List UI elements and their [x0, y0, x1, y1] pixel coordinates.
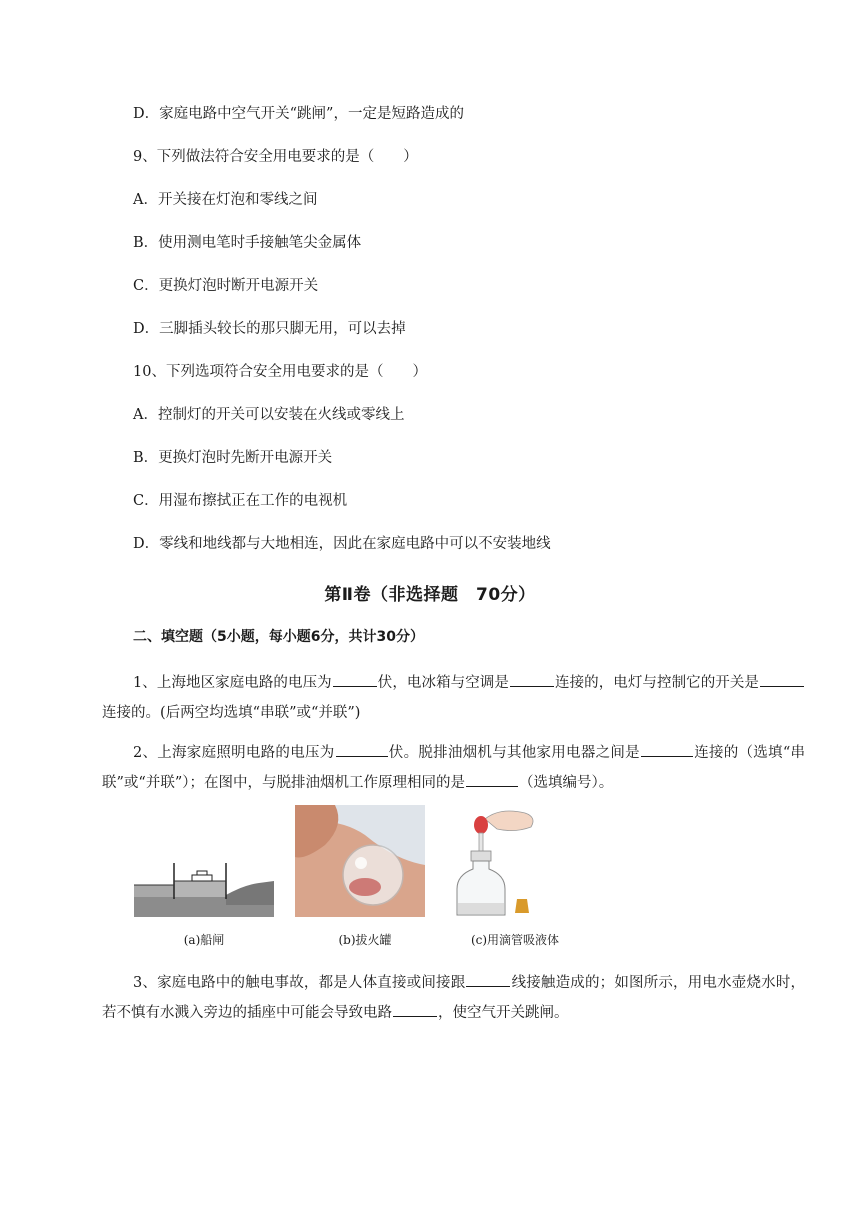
- cupping-illustration: [295, 805, 425, 917]
- section-subtitle: 二、填空题（5小题，每小题6分，共计30分）: [133, 629, 424, 645]
- answer-blank[interactable]: [760, 670, 804, 687]
- fill1-text-2: 伏，电冰箱与空调是: [377, 675, 509, 691]
- q10-stem: 10、下列选项符合安全用电要求的是（ ）: [133, 364, 427, 380]
- q10-option-b: B．更换灯泡时先断开电源开关: [133, 450, 333, 466]
- fill3-text-1: 3、家庭电路中的触电事故，都是人体直接或间接跟: [133, 975, 466, 991]
- fill-question-3: [102, 968, 805, 1028]
- q10-option-a: A．控制灯的开关可以安装在火线或零线上: [133, 407, 405, 423]
- figure-caption-c: (c)用滴管吸液体: [470, 933, 560, 947]
- answer-blank[interactable]: [466, 770, 518, 787]
- fill3-text-2: 线接触造成的；如图所示，用电水壶烧水时，若不慎有水溅入旁边的插座中可能会导致电路: [102, 975, 806, 1021]
- answer-blank[interactable]: [641, 740, 693, 757]
- answer-blank[interactable]: [333, 670, 377, 687]
- q9-stem: 9、下列做法符合安全用电要求的是（ ）: [133, 149, 418, 165]
- q10-option-d: D．零线和地线都与大地相连，因此在家庭电路中可以不安装地线: [133, 536, 551, 552]
- dropper-illustration: [445, 805, 555, 921]
- figure-dropper: [445, 805, 585, 947]
- fill1-text-4: 连接的。(后两空均选填“串联”或“并联”): [102, 705, 361, 721]
- answer-blank[interactable]: [393, 1000, 437, 1017]
- fill-question-2: [102, 738, 805, 798]
- fill2-text-4: （选填编号）。: [519, 775, 614, 791]
- q10-option-c: C．用湿布擦拭正在工作的电视机: [133, 493, 348, 509]
- q9-option-b: B．使用测电笔时手接触笔尖金属体: [133, 235, 362, 251]
- figure-cupping: [295, 805, 435, 947]
- answer-blank[interactable]: [336, 740, 388, 757]
- fill1-text-3: 连接的，电灯与控制它的开关是: [554, 675, 760, 691]
- answer-blank[interactable]: [466, 970, 510, 987]
- fill2-text-2: 伏。脱排油烟机与其他家用电器之间是: [388, 745, 640, 761]
- fill2-text-3: 连接的（选填“串联”或“并联”）；在图中，与脱排油烟机工作原理相同的是: [102, 745, 806, 791]
- fill1-text-1: 1、上海地区家庭电路的电压为: [133, 675, 332, 691]
- figure-caption-b: (b)拔火罐: [338, 933, 392, 947]
- ship-lock-illustration: [134, 805, 274, 925]
- q8-option-d: D．家庭电路中空气开关“跳闸”，一定是短路造成的: [133, 106, 464, 122]
- fill-question-1: [102, 668, 805, 728]
- answer-blank[interactable]: [510, 670, 554, 687]
- q9-option-d: D．三脚插头较长的那只脚无用，可以去掉: [133, 321, 406, 337]
- fill3-text-3: ，使空气开关跳闸。: [438, 1005, 569, 1021]
- section-title: 第Ⅱ卷（非选择题 70分）: [324, 585, 536, 605]
- q9-option-a: A．开关接在灯泡和零线之间: [133, 192, 318, 208]
- q9-option-c: C．更换灯泡时断开电源开关: [133, 278, 319, 294]
- figure-caption-a: (a)船闸: [183, 933, 225, 947]
- figure-ship-lock: [134, 805, 274, 947]
- fill2-text-1: 2、上海家庭照明电路的电压为: [133, 745, 335, 761]
